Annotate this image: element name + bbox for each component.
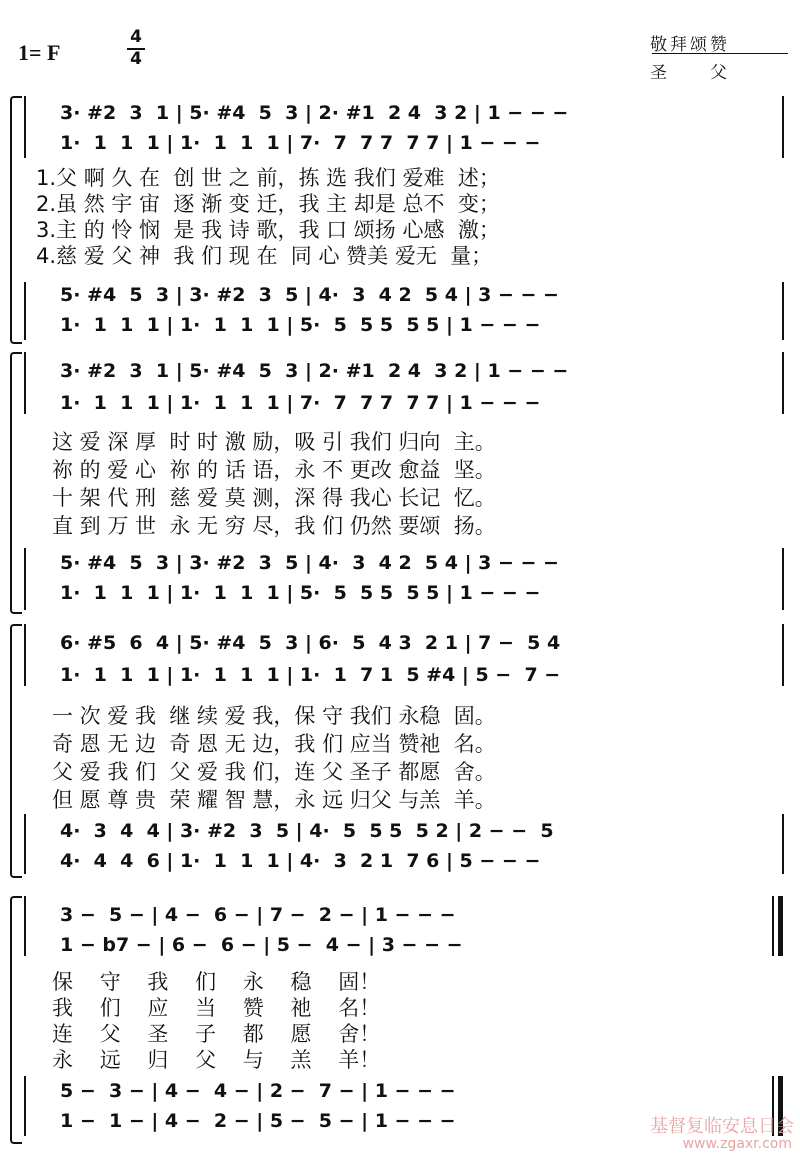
lyric-verse-1: 1.父 啊 久 在 创 世 之 前，拣 选 我们 爱难 述；: [36, 166, 500, 190]
bass-line: 1 − 1 − | 4 − 2 − | 5 − 5 − | 1 − − −: [60, 1110, 456, 1132]
end-bar: [782, 548, 784, 610]
soprano-line: 3· #2 3 1 | 5· #4 5 3 | 2· #1 2 4 3 2 | 1 − − −: [60, 360, 569, 382]
lyric-verse-2: 奇 恩 无 边 奇 恩 无 边，我 们 应当 赞祂 名。: [52, 732, 496, 756]
soprano-line: 6· #5 6 4 | 5· #4 5 3 | 6· 5 4 3 2 1 | 7 − 5 4: [60, 632, 561, 654]
watermark-url: www.zgaxr.com: [682, 1136, 792, 1152]
tenor-line: 5· #4 5 3 | 3· #2 3 5 | 4· 3 4 2 5 4 | 3 − − −: [60, 284, 559, 306]
alto-line: 1· 1 1 1 | 1· 1 1 1 | 1· 1 7 1 5 #4 | 5 − 7 −: [60, 664, 561, 686]
staff-rule: [24, 814, 26, 874]
staff-rule: [24, 352, 26, 414]
staff-rule: [24, 282, 26, 340]
lyric-verse-2: 我 们 应 当 赞 祂 名！: [52, 996, 381, 1020]
lyric-verse-4: 但 愿 尊 贵 荣 耀 智 慧，永 远 归父 与羔 羊。: [52, 788, 496, 812]
alto-line: 1 − b7 − | 6 − 6 − | 5 − 4 − | 3 − − −: [60, 934, 463, 956]
tenor-line: 5· #4 5 3 | 3· #2 3 5 | 4· 3 4 2 5 4 | 3 − − −: [60, 552, 559, 574]
soprano-line: 3· #2 3 1 | 5· #4 5 3 | 2· #1 2 4 3 2 | 1 − − −: [60, 102, 569, 124]
end-bar: [782, 352, 784, 414]
lyric-verse-3: 3.主 的 怜 悯 是 我 诗 歌，我 口 颂扬 心感 激；: [36, 218, 500, 242]
bass-line: 1· 1 1 1 | 1· 1 1 1 | 5· 5 5 5 5 5 | 1 − − −: [60, 582, 541, 604]
lyric-verse-4: 直 到 万 世 永 无 穷 尽，我 们 仍然 要颂 扬。: [52, 514, 496, 538]
credit-divider: [652, 53, 788, 54]
song-title: 敬拜颂赞: [650, 35, 730, 55]
end-bar: [782, 96, 784, 158]
end-bar: [782, 624, 784, 686]
soprano-line: 3 − 5 − | 4 − 6 − | 7 − 2 − | 1 − − −: [60, 904, 456, 926]
system-brace: [10, 624, 22, 878]
time-signature: [127, 28, 145, 69]
system-brace: [10, 352, 22, 614]
lyric-verse-1: 一 次 爱 我 继 续 爱 我，保 守 我们 永稳 固。: [52, 704, 496, 728]
alto-line: 1· 1 1 1 | 1· 1 1 1 | 7· 7 7 7 7 7 | 1 − − −: [60, 392, 541, 414]
time-signature-bottom: 4: [130, 49, 142, 69]
song-subtitle: 圣 父: [650, 63, 730, 83]
tenor-line: 4· 3 4 4 | 3· #2 3 5 | 4· 5 5 5 5 2 | 2 − − 5: [60, 820, 554, 842]
tenor-line: 5 − 3 − | 4 − 4 − | 2 − 7 − | 1 − − −: [60, 1080, 456, 1102]
lyric-verse-1: 保 守 我 们 永 稳 固！: [52, 970, 381, 994]
system-brace: [10, 896, 22, 1144]
time-signature-top: 4: [127, 28, 145, 50]
lyric-verse-4: 4.慈 爱 父 神 我 们 现 在 同 心 赞美 爱无 量；: [36, 244, 493, 268]
lyric-verse-4: 永 远 归 父 与 羔 羊！: [52, 1048, 381, 1072]
system-brace: [10, 96, 22, 344]
lyric-verse-3: 连 父 圣 子 都 愿 舍！: [52, 1022, 381, 1046]
key-signature: 1= F: [18, 40, 61, 65]
lyric-verse-2: 2.虽 然 宇 宙 逐 渐 变 迁，我 主 却是 总不 变；: [36, 192, 500, 216]
alto-line: 1· 1 1 1 | 1· 1 1 1 | 7· 7 7 7 7 7 | 1 − − −: [60, 132, 541, 154]
end-bar: [782, 814, 784, 874]
staff-rule: [24, 96, 26, 158]
staff-rule: [24, 896, 26, 956]
bass-line: 4· 4 4 6 | 1· 1 1 1 | 4· 3 2 1 7 6 | 5 − − −: [60, 850, 541, 872]
final-bar-thick: [778, 896, 783, 956]
watermark-text: 基督复临安息日会: [650, 1116, 794, 1137]
staff-rule: [24, 624, 26, 686]
lyric-verse-3: 十 架 代 刑 慈 爱 莫 测，深 得 我心 长记 忆。: [52, 486, 496, 510]
staff-rule: [24, 548, 26, 610]
lyric-verse-3: 父 爱 我 们 父 爱 我 们，连 父 圣子 都愿 舍。: [52, 760, 496, 784]
end-bar: [782, 282, 784, 340]
staff-rule: [24, 1076, 26, 1136]
bass-line: 1· 1 1 1 | 1· 1 1 1 | 5· 5 5 5 5 5 | 1 − − −: [60, 314, 541, 336]
final-bar-thin: [772, 896, 774, 956]
lyric-verse-1: 这 爱 深 厚 时 时 激 励，吸 引 我们 归向 主。: [52, 430, 496, 454]
lyric-verse-2: 祢 的 爱 心 祢 的 话 语，永 不 更改 愈益 坚。: [52, 458, 496, 482]
